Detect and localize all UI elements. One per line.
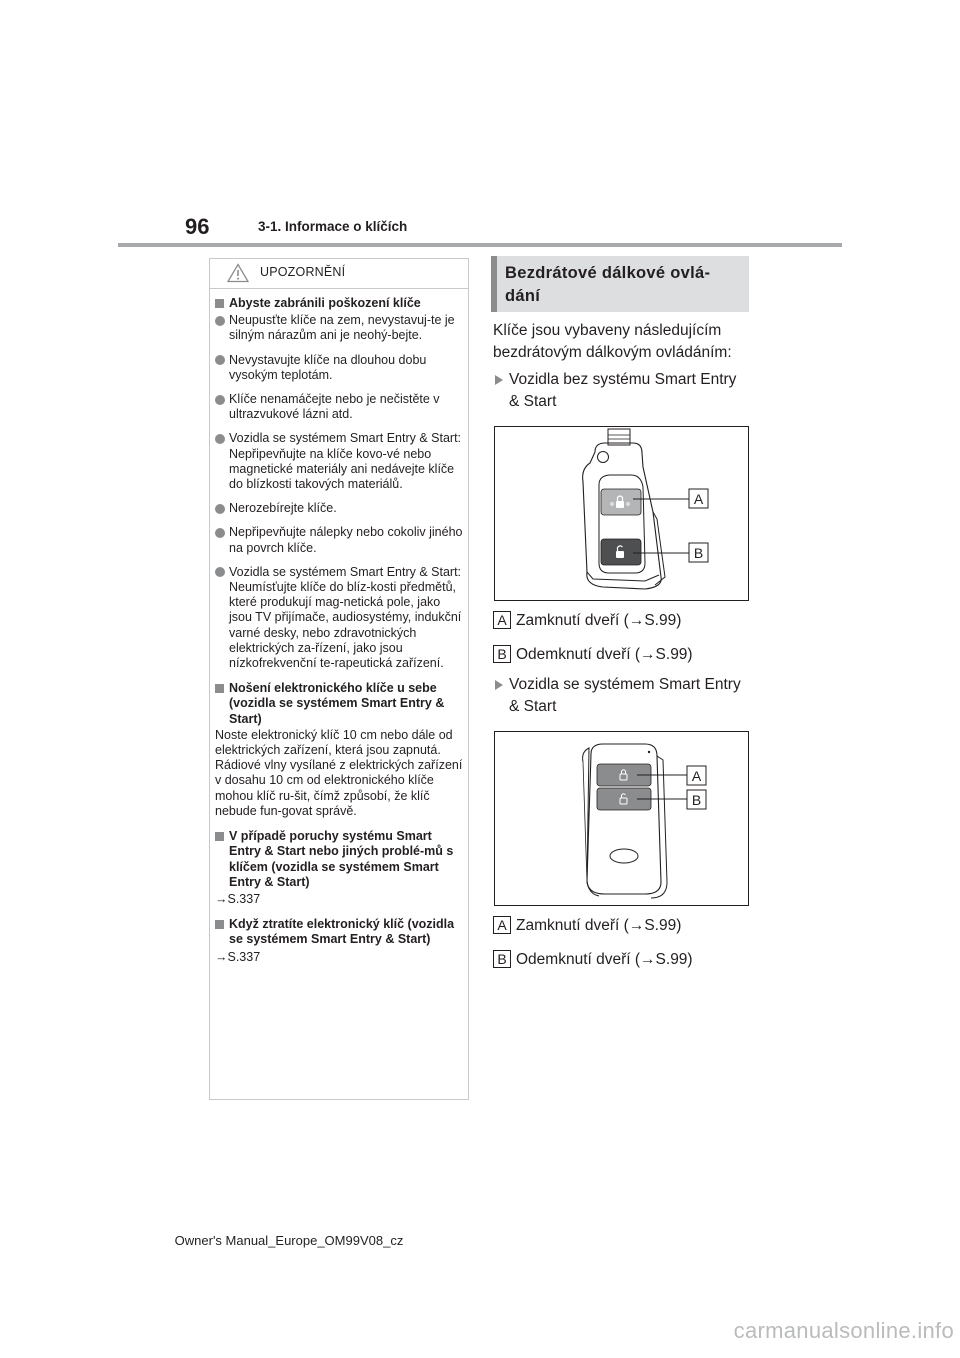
section-title-line: dání bbox=[505, 287, 541, 305]
callout-b: B bbox=[693, 545, 704, 561]
caution-heading: V případě poruchy systému Smart Entry & Start nebo jiných problé-mů s klíčem (vozidla se systémem Smart Entry & Start) bbox=[215, 829, 463, 890]
key-figure-smart bbox=[494, 731, 749, 906]
caution-bullet: Klíče nenamáčejte nebo je nečistěte v ultrazvukové lázni atd. bbox=[215, 392, 463, 422]
caution-paragraph: Noste elektronický klíč 10 cm nebo dále od elektrických zařízení, která jsou zapnutá. Rádiové vlny vysílané z elektrických zařízení v dosahu 10 cm od elektronického klíče mohou klíč ru-šit, čímž způsobí, že klíč nebude fun-govat správě. bbox=[215, 727, 463, 818]
caution-heading: Když ztratíte elektronický klíč (vozidla se systémem Smart Entry & Start) bbox=[215, 917, 463, 947]
legend-item bbox=[493, 950, 693, 970]
group-label-line: & Start bbox=[509, 392, 557, 410]
flip-key-illustration bbox=[495, 427, 748, 600]
group-label-line: & Start bbox=[509, 697, 557, 715]
caution-bullet: Nerozebírejte klíče. bbox=[215, 501, 463, 516]
smart-key-illustration bbox=[495, 732, 748, 905]
section-title-line: Bezdrátové dálkové ovlá- bbox=[505, 264, 711, 282]
page-number: 96 bbox=[185, 214, 210, 239]
callout-a: A bbox=[693, 491, 704, 507]
caution-bullet: Vozidla se systémem Smart Entry & Start: Neumísťujte klíče do blíz-kosti předmětů, které produkují mag-netická pole, jako jsou TV přijímače, audiosystémy, indukční varné desky, nebo zdravotnických elektrických za-řízení, jako jsou nízkofrekvenční te-rapeutická zařízení. bbox=[215, 565, 463, 671]
intro-text: Klíče jsou vybaveny následujícím bezdrátovým dálkovým ovládáním: bbox=[493, 322, 732, 361]
legend-tag: B bbox=[493, 645, 511, 663]
footer-doc-id: Owner's Manual_Europe_OM99V08_cz bbox=[174, 1233, 404, 1248]
legend-tag: A bbox=[493, 916, 511, 934]
page-reference[interactable]: →S.337 bbox=[215, 949, 261, 964]
group-label-line: Vozidla bez systému Smart Entry bbox=[509, 371, 737, 388]
caution-bullet: Nepřipevňujte nálepky nebo cokoliv jiného na povrch klíče. bbox=[215, 525, 463, 555]
section-title bbox=[491, 256, 749, 312]
caution-bullet: Nevystavujte klíče na dlouhou dobu vysokým teplotám. bbox=[215, 353, 463, 383]
chapter-title: 3-1. Informace o klíčích bbox=[258, 219, 408, 234]
group-label bbox=[493, 674, 753, 717]
callout-b: B bbox=[691, 792, 702, 808]
watermark: carmanualsonline.info bbox=[733, 1318, 954, 1343]
legend-item bbox=[493, 645, 693, 665]
legend-item bbox=[493, 916, 681, 936]
caution-bullet: Vozidla se systémem Smart Entry & Start: Nepřipevňujte na klíče kovo-vé nebo magnetické materiály ani nedávejte klíče do blízkosti takových materiálů. bbox=[215, 431, 463, 492]
legend-tag: B bbox=[493, 950, 511, 968]
caution-bullet: Neupusťte klíče na zem, nevystavuj-te je silným nárazům ani je neohý-bejte. bbox=[215, 313, 463, 343]
caution-heading: Abyste zabránili poškození klíče bbox=[215, 296, 463, 311]
caution-body bbox=[210, 289, 468, 965]
group-label bbox=[493, 369, 753, 412]
caution-title: UPOZORNĚNÍ bbox=[260, 265, 346, 279]
legend-text: Odemknutí dveří (→S.99) bbox=[516, 951, 693, 968]
key-figure-flip bbox=[494, 426, 749, 601]
page-reference[interactable]: →S.337 bbox=[215, 891, 261, 906]
warning-triangle-icon bbox=[227, 263, 249, 283]
group-label-line: Vozidla se systémem Smart Entry bbox=[509, 676, 741, 693]
callout-a: A bbox=[691, 768, 702, 784]
legend-text: Odemknutí dveří (→S.99) bbox=[516, 646, 693, 663]
legend-text: Zamknutí dveří (→S.99) bbox=[516, 917, 682, 934]
caution-box bbox=[209, 258, 469, 1100]
caution-header bbox=[210, 259, 468, 289]
legend-item bbox=[493, 611, 681, 631]
header-rule bbox=[118, 243, 842, 247]
legend-tag: A bbox=[493, 611, 511, 629]
caution-heading: Nošení elektronického klíče u sebe (vozidla se systémem Smart Entry & Start) bbox=[215, 681, 463, 727]
legend-text: Zamknutí dveří (→S.99) bbox=[516, 612, 682, 629]
